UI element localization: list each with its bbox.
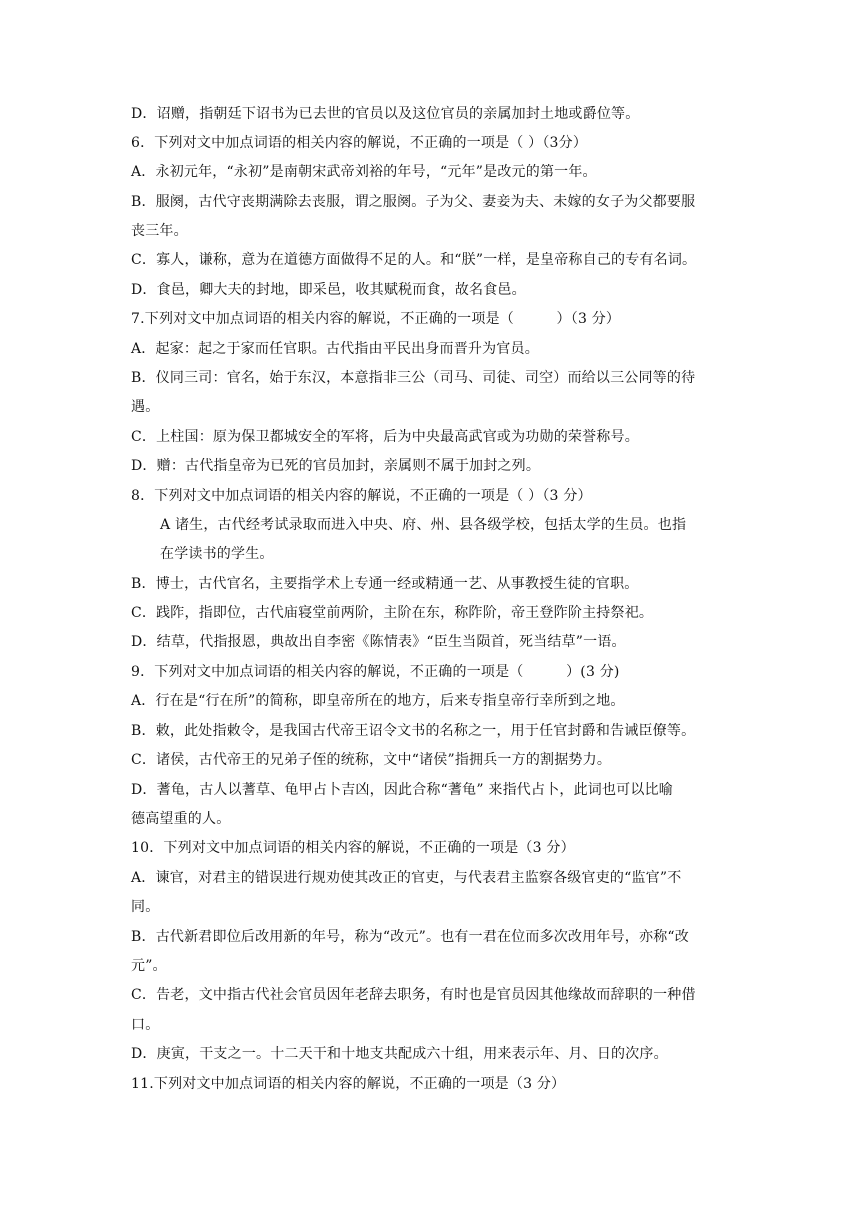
question-6-option-a: A．永初元年，“永初”是南朝宋武帝刘裕的年号，“元年”是改元的第一年。 (131, 164, 597, 180)
question-9-stem: 9．下列对文中加点词语的相关内容的解说，不正确的一项是（ ）(3 分) (131, 664, 620, 680)
question-7-option-a: A．起家：起之于家而任官职。古代指由平民出身而晋升为官员。 (131, 341, 539, 357)
question-9-option-a: A．行在是“行在所”的简称，即皇帝所在的地方，后来专指皇帝行幸所到之地。 (131, 693, 625, 709)
question-7-option-d: D．赠：古代指皇帝为已死的官员加封，亲属则不属于加封之列。 (131, 458, 541, 474)
question-10-option-c: C．告老，文中指古代社会官员因年老辞去职务，有时也是官员因其他缘故而辞职的一种借 (131, 987, 696, 1003)
question-7-option-b: B．仪同三司：官名，始于东汉，本意指非三公（司马、司徒、司空）而给以三公同等的待 (131, 370, 696, 386)
question-9-option-b: B．敕，此处指敕令，是我国古代帝王诏令文书的名称之一，用于任官封爵和告诫臣僚等。 (131, 723, 696, 739)
question-9-option-d: D．蓍龟，古人以蓍草、龟甲占卜吉凶，因此合称“蓍龟” 来指代占卜，此词也可以比喻 (131, 782, 673, 798)
question-6-option-b-cont: 丧三年。 (131, 223, 188, 239)
text-line: D．诏赠，指朝廷下诏书为已去世的官员以及这位官员的亲属加封土地或爵位等。 (131, 106, 640, 122)
question-10-option-a: A．谏官，对君主的错误进行规劝使其改正的官吏，与代表君主监察各级官吏的“监官”不 (131, 870, 682, 886)
question-8-option-c: C．践阼，指即位，古代庙寝堂前两阶，主阶在东，称阼阶，帝王登阼阶主持祭祀。 (131, 605, 654, 621)
question-6-option-c: C．寡人，谦称，意为在道德方面做得不足的人。和“朕”一样，是皇帝称自己的专有名词。 (131, 252, 697, 268)
question-9-option-c: C．诸侯，古代帝王的兄弟子侄的统称，文中“诸侯”指拥兵一方的割据势力。 (131, 752, 612, 768)
question-10-stem: 10．下列对文中加点词语的相关内容的解说，不正确的一项是（3 分） (131, 840, 575, 856)
question-9-option-d-cont: 德高望重的人。 (131, 811, 231, 827)
question-6-stem: 6．下列对文中加点词语的相关内容的解说，不正确的一项是（ ）（3分） (131, 135, 588, 151)
question-10-option-c-cont: 口。 (131, 1017, 160, 1033)
question-6-option-d: D．食邑，卿大夫的封地，即采邑，收其赋税而食，故名食邑。 (131, 282, 526, 298)
question-8-stem: 8．下列对文中加点词语的相关内容的解说，不正确的一项是（ ）（3 分） (131, 488, 592, 504)
question-8-option-b: B．博士，古代官名，主要指学术上专通一经或精通一艺、从事教授生徒的官职。 (131, 576, 639, 592)
question-7-option-c: C．上柱国：原为保卫都城安全的军将，后为中央最高武官或为功勋的荣誉称号。 (131, 429, 639, 445)
question-7-stem: 7.下列对文中加点词语的相关内容的解说，不正确的一项是（ ）（3 分） (131, 311, 621, 327)
question-8-option-a-cont: 在学读书的学生。 (160, 546, 274, 562)
question-10-option-b-cont: 元”。 (131, 958, 167, 974)
question-8-option-a: A 诸生，古代经考试录取而进入中央、府、州、县各级学校，包括太学的生员。也指 (160, 517, 687, 533)
question-11-stem: 11.下列对文中加点词语的相关内容的解说，不正确的一项是（3 分） (131, 1076, 566, 1092)
question-7-option-b-cont: 遇。 (131, 399, 160, 415)
question-10-option-b: B．古代新君即位后改用新的年号，称为“改元”。也有一君在位而多次改用年号，亦称“改 (131, 929, 689, 945)
question-6-option-b: B．服阕，古代守丧期满除去丧服，谓之服阕。子为父、妻妾为夫、未嫁的女子为父都要服 (131, 194, 696, 210)
question-8-option-d: D．结草，代指报恩，典故出自李密《陈情表》“臣生当陨首，死当结草”一语。 (131, 634, 626, 650)
question-10-option-d: D．庚寅，干支之一。十二天干和十地支共配成六十组，用来表示年、月、日的次序。 (131, 1046, 668, 1062)
question-10-option-a-cont: 同。 (131, 899, 160, 915)
